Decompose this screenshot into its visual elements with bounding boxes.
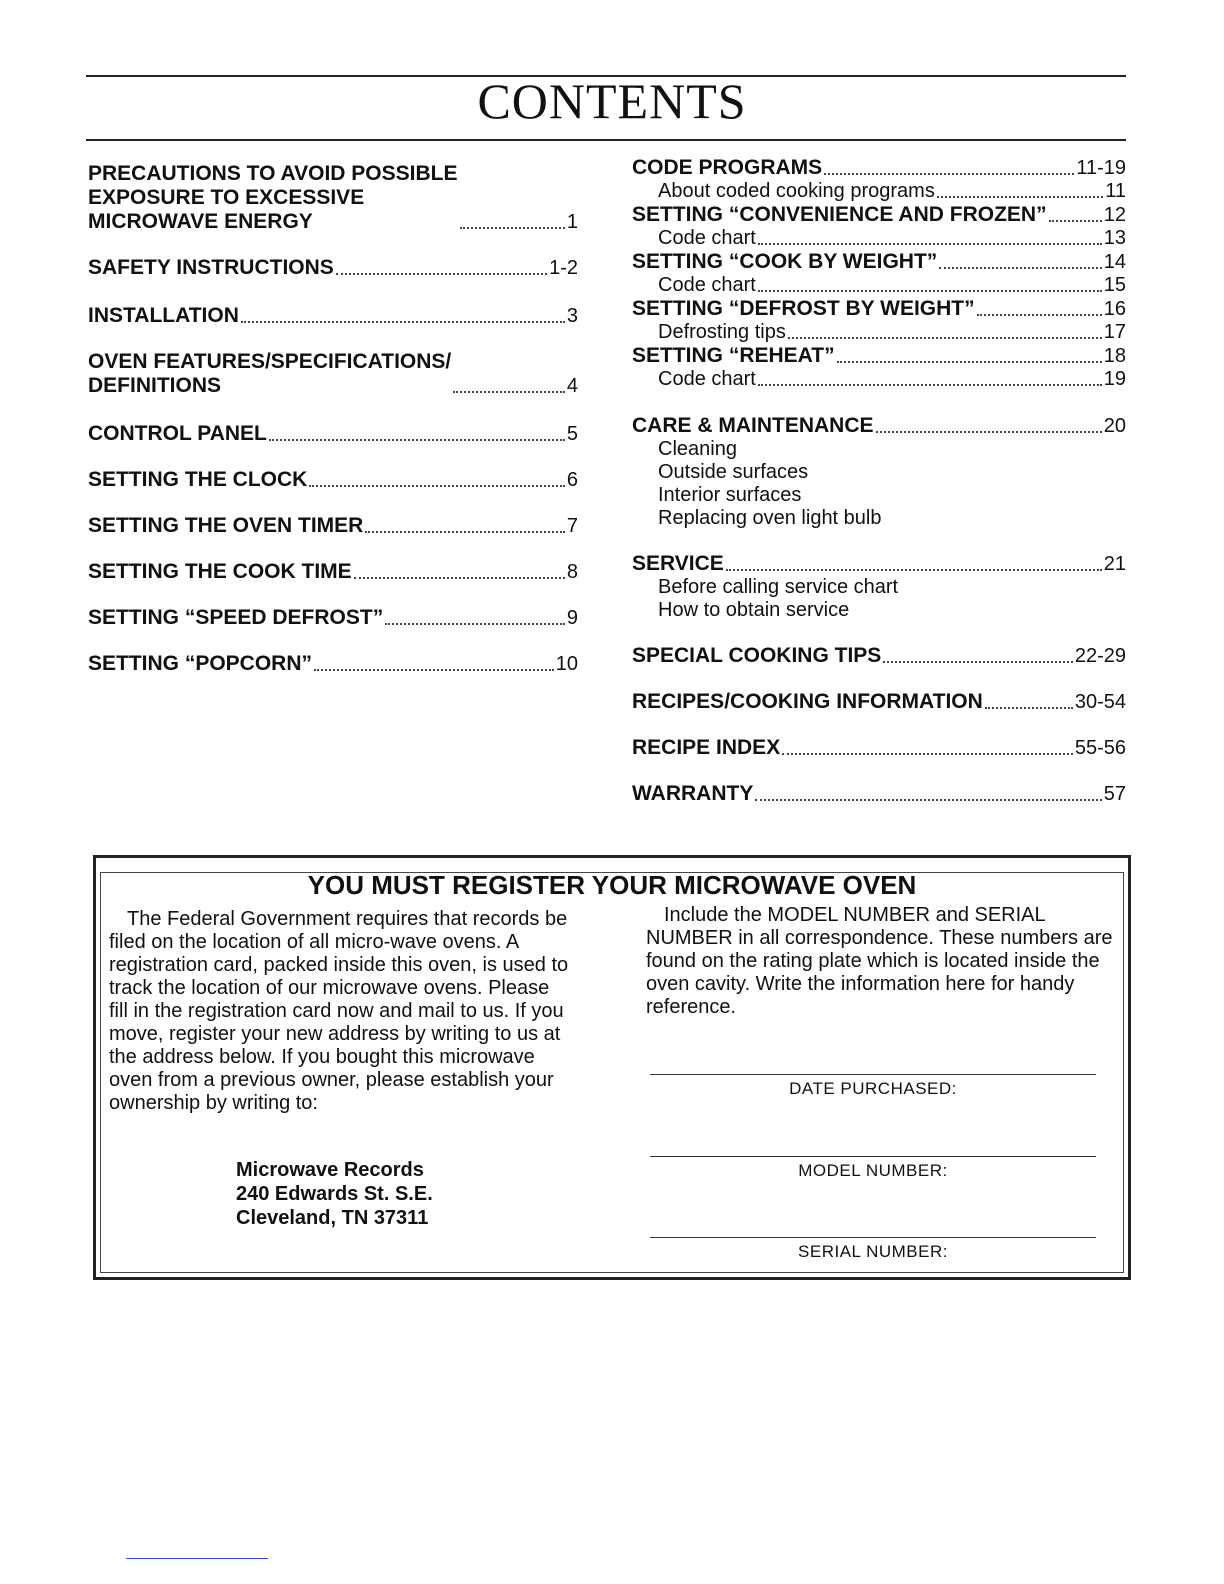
toc-entry-page: 12 — [1103, 204, 1126, 226]
toc-subentry-label: About coded cooking programs — [658, 180, 935, 202]
toc-entry[interactable] — [88, 350, 578, 398]
dot-leader — [758, 243, 1102, 245]
toc-entry-label: SETTING “COOK BY WEIGHT” — [632, 250, 938, 273]
toc-entry[interactable] — [88, 162, 578, 234]
toc-entry-page: 3 — [566, 305, 578, 327]
dot-leader — [985, 707, 1073, 709]
registration-instructions: The Federal Government requires that records be filed on the location of all micro-wave ovens. A registration card, packed inside this oven, is used to track the location of our microwave ovens. Please fill in the registration card now and mail to us. If you move, register your new address by writing to us at the address below. If you bought this microwave oven from a previous owner, please establish your ownership by writing to: — [109, 908, 569, 1114]
toc-entry[interactable] — [88, 422, 578, 446]
toc-subitem: Interior surfaces — [658, 484, 802, 506]
dot-leader — [937, 196, 1103, 198]
toc-entry[interactable] — [88, 256, 578, 280]
toc-subentry[interactable] — [632, 180, 1126, 203]
dot-leader — [354, 577, 565, 579]
mailing-address — [236, 1158, 433, 1230]
toc-entry-label: SETTING THE CLOCK — [88, 468, 308, 491]
toc-entry-label: RECIPE INDEX — [632, 736, 781, 759]
toc-entry-label: SAFETY INSTRUCTIONS — [88, 256, 334, 279]
toc-subentry-page: 15 — [1103, 274, 1126, 296]
toc-entry-care[interactable] — [632, 414, 1126, 438]
dot-leader — [758, 384, 1102, 386]
toc-entry-code-programs[interactable] — [632, 156, 1126, 180]
toc-entry-page: 5 — [566, 423, 578, 445]
dot-leader — [309, 485, 565, 487]
dot-leader — [824, 173, 1074, 175]
toc-entry[interactable] — [88, 514, 578, 538]
toc-entry[interactable] — [88, 606, 578, 630]
toc-entry-defrost-by-weight[interactable] — [632, 297, 1126, 321]
toc-entry[interactable] — [88, 468, 578, 492]
toc-entry[interactable] — [88, 652, 578, 676]
toc-entry-page: 8 — [566, 561, 578, 583]
toc-entry-label: CONTROL PANEL — [88, 422, 267, 445]
toc-entry-page: 55-56 — [1074, 737, 1126, 759]
toc-entry-cook-by-weight[interactable] — [632, 250, 1126, 274]
toc-subentry-label: Code chart — [658, 274, 756, 296]
dot-leader — [336, 273, 547, 275]
toc-entry-label: SETTING THE COOK TIME — [88, 560, 352, 583]
toc-entry-page: 1-2 — [549, 257, 578, 279]
toc-entry-label: OVEN FEATURES/SPECIFICATIONS/ DEFINITIONS — [88, 350, 452, 397]
toc-entry-page: 20 — [1103, 415, 1126, 437]
dot-leader — [385, 623, 565, 625]
registration-heading: YOU MUST REGISTER YOUR MICROWAVE OVEN — [307, 870, 917, 900]
toc-subitem: Before calling service chart — [658, 576, 899, 598]
toc-entry[interactable] — [88, 560, 578, 584]
toc-entry-page: 7 — [566, 515, 578, 537]
dot-leader — [977, 314, 1102, 316]
toc-subentry-label: Code chart — [658, 368, 756, 390]
dot-leader — [883, 661, 1073, 663]
toc-entry-special-tips[interactable] — [632, 644, 1126, 668]
toc-entry-reheat[interactable] — [632, 344, 1126, 368]
toc-entry-service[interactable] — [632, 552, 1126, 576]
toc-entry-label: WARRANTY — [632, 782, 754, 805]
toc-entry-warranty[interactable] — [632, 782, 1126, 806]
toc-subitem: Cleaning — [658, 438, 737, 460]
toc-entry-page: 6 — [566, 469, 578, 491]
toc-entry-label: SETTING “POPCORN” — [88, 652, 313, 675]
dot-leader — [460, 227, 565, 229]
dot-leader — [1049, 220, 1102, 222]
toc-subentry-page: 17 — [1103, 321, 1126, 343]
registration-left-text — [109, 908, 569, 1115]
toc-subentry[interactable] — [632, 227, 1126, 250]
toc-entry-label: CARE & MAINTENANCE — [632, 414, 874, 437]
dot-leader — [782, 753, 1073, 755]
toc-entry-label: SETTING “DEFROST BY WEIGHT” — [632, 297, 975, 320]
dot-leader — [365, 531, 565, 533]
toc-entry-label: SETTING THE OVEN TIMER — [88, 514, 364, 537]
address-line: Cleveland, TN 37311 — [236, 1207, 429, 1229]
toc-entry-recipe-index[interactable] — [632, 736, 1126, 760]
toc-entry-page: 22-29 — [1074, 645, 1126, 667]
toc-entry-label: CODE PROGRAMS — [632, 156, 823, 179]
dot-leader — [837, 361, 1102, 363]
toc-subentry-page: 19 — [1103, 368, 1126, 390]
dot-leader — [241, 321, 565, 323]
toc-subitem: How to obtain service — [658, 599, 850, 621]
dot-leader — [876, 431, 1102, 433]
date-purchased-field[interactable]: DATE PURCHASED: — [650, 1074, 1096, 1099]
toc-entry-label: INSTALLATION — [88, 304, 239, 327]
dot-leader — [788, 337, 1102, 339]
dot-leader — [755, 799, 1101, 801]
toc-subentry-page: 11 — [1105, 180, 1126, 202]
toc-entry-page: 57 — [1103, 783, 1126, 805]
toc-subentry-label: Defrosting tips — [658, 321, 786, 343]
dot-leader — [453, 391, 565, 393]
registration-box — [93, 855, 1131, 1280]
dot-leader — [269, 439, 565, 441]
toc-subentry-page: 13 — [1103, 227, 1126, 249]
toc-entry-label: SETTING “CONVENIENCE AND FROZEN” — [632, 203, 1047, 226]
toc-entry-label: SERVICE — [632, 552, 724, 575]
toc-entry-page: 9 — [566, 607, 578, 629]
toc-entry-convenience[interactable] — [632, 203, 1126, 227]
toc-entry-recipes[interactable] — [632, 690, 1126, 714]
toc-entry-page: 4 — [566, 375, 578, 397]
contents-right-column — [632, 156, 1126, 806]
address-line: 240 Edwards St. S.E. — [236, 1183, 433, 1205]
toc-subitem: Replacing oven light bulb — [658, 507, 882, 529]
footer-rule — [126, 1558, 268, 1559]
toc-entry-page: 1 — [566, 211, 578, 233]
toc-subentry[interactable] — [632, 368, 1126, 391]
toc-entry-page: 21 — [1103, 553, 1126, 575]
toc-entry-label: SPECIAL COOKING TIPS — [632, 644, 882, 667]
toc-entry-label: PRECAUTIONS TO AVOID POSSIBLE EXPOSURE TO EXCESSIVE MICROWAVE ENERGY — [88, 162, 458, 233]
toc-entry-label: SETTING “REHEAT” — [632, 344, 835, 367]
toc-entry-label: RECIPES/COOKING INFORMATION — [632, 690, 983, 713]
toc-entry-page: 30-54 — [1074, 691, 1126, 713]
toc-entry-page: 10 — [555, 653, 578, 675]
toc-entry[interactable] — [88, 304, 578, 328]
dot-leader — [726, 569, 1102, 571]
serial-number-field[interactable]: SERIAL NUMBER: — [650, 1237, 1096, 1262]
contents-left-column — [88, 158, 578, 676]
toc-subentry[interactable] — [632, 321, 1126, 344]
dot-leader — [939, 267, 1101, 269]
toc-entry-label: SETTING “SPEED DEFROST” — [88, 606, 384, 629]
title-underline — [86, 139, 1126, 141]
dot-leader — [758, 290, 1102, 292]
dot-leader — [314, 669, 554, 671]
address-line: Microwave Records — [236, 1159, 424, 1181]
registration-right-text — [646, 904, 1116, 1019]
toc-subentry[interactable] — [632, 274, 1126, 297]
toc-entry-page: 11-19 — [1076, 157, 1126, 179]
model-number-field[interactable]: MODEL NUMBER: — [650, 1156, 1096, 1181]
toc-entry-page: 14 — [1103, 251, 1126, 273]
toc-subentry-label: Code chart — [658, 227, 756, 249]
reference-instructions: Include the MODEL NUMBER and SERIAL NUMBER in all correspondence. These numbers are found on the rating plate which is located inside the oven cavity. Write the information here for handy reference. — [646, 904, 1113, 1018]
toc-entry-page: 18 — [1103, 345, 1126, 367]
toc-entry-page: 16 — [1103, 298, 1126, 320]
page-title: CONTENTS — [477, 73, 747, 129]
toc-subitem: Outside surfaces — [658, 461, 809, 483]
